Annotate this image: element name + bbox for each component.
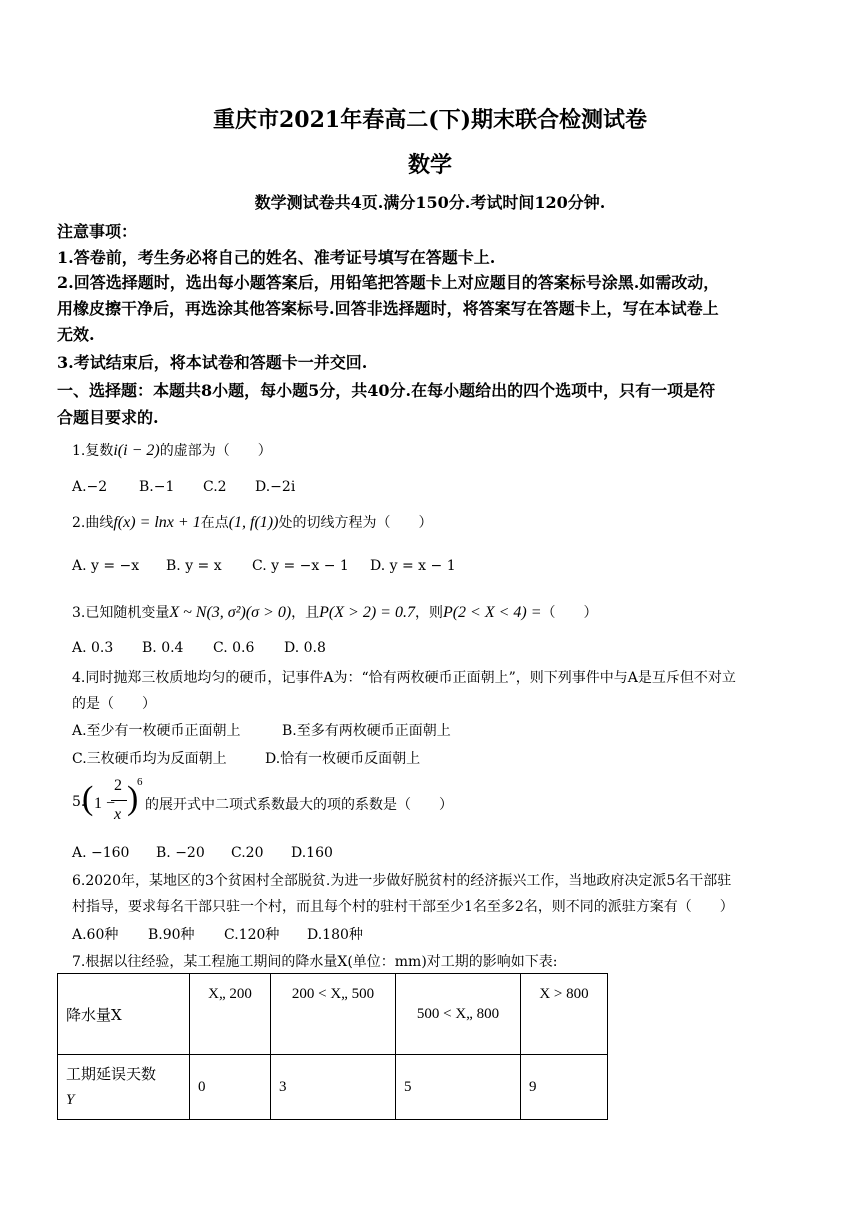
q3-option-b: B. 0.4: [142, 640, 184, 656]
q5-base: 1 −: [94, 795, 116, 812]
q1-option-b: B.−1: [139, 479, 175, 495]
question-4-line1: 4.同时抛郑三枚质地均匀的硬币，记事件A为：“恰有两枚硬币正面朝上”，则下列事件中与A是互斥但不对立: [72, 670, 736, 686]
q1-suffix: 的虚部为（ ）: [159, 443, 272, 459]
table-row-label: [58, 1055, 190, 1120]
question-3: [72, 602, 598, 622]
q5-left-paren: (: [82, 780, 94, 817]
q3-mid2: ，则: [414, 605, 443, 621]
table-header-row: [58, 974, 608, 1055]
q2-mid: 在点: [200, 515, 229, 531]
q3-given: P(X > 2) = 0.7: [319, 604, 415, 621]
note-2-line2: 用橡皮擦干净后，再选涂其他答案标号.回答非选择题时，将答案写在答题卡上，写在本试卷上: [57, 299, 719, 318]
q2-function: f(x) = lnx + 1: [113, 514, 201, 531]
q3-mid1: ，且: [291, 605, 320, 621]
q5-option-d: D.160: [291, 845, 333, 861]
q6-option-b: B.90种: [148, 927, 195, 943]
exam-info: 数学测试卷共4页.满分150分.考试时间120分钟.: [254, 193, 606, 212]
q5-fraction-bar: [111, 800, 127, 801]
table-cell-2: 3: [271, 1055, 396, 1120]
table-cell-4: 9: [521, 1055, 608, 1120]
table-header-label: 降水量X: [58, 974, 190, 1055]
q5-denominator: x: [114, 806, 122, 823]
table-header-range-4: X > 800: [521, 974, 608, 1055]
table-row-label-var: Y: [66, 1092, 75, 1108]
q2-point: (1, f(1)): [228, 514, 279, 531]
q4-option-d: D.恰有一枚硬币反面朝上: [265, 751, 421, 767]
q1-expression: i(i − 2): [113, 442, 160, 459]
q1-prefix: 1.复数: [72, 443, 114, 459]
q2-option-a: A. y = −x: [72, 558, 140, 574]
subject-title: 数学: [407, 152, 452, 178]
section-heading-line2: 合题目要求的.: [57, 408, 159, 427]
exam-title: 重庆市2021年春高二(下)期末联合检测试卷: [212, 107, 648, 133]
note-1: 1.答卷前，考生务必将自己的姓名、准考证号填写在答题卡上.: [57, 248, 496, 267]
q5-numerator: 2: [114, 777, 122, 794]
q3-option-d: D. 0.8: [284, 640, 326, 656]
precipitation-delay-table: [57, 973, 608, 1120]
table-cell-1: 0: [190, 1055, 271, 1120]
q3-suffix: （ ）: [541, 605, 598, 621]
question-2: [72, 512, 432, 532]
section-heading-line1: 一、选择题：本题共8小题，每小题5分，共40分.在每小题给出的四个选项中，只有一项是符: [57, 381, 716, 400]
table-header-range-1: X„ 200: [190, 974, 271, 1055]
q4-option-b: B.至多有两枚硬币正面朝上: [282, 723, 451, 739]
q1-option-c: C.2: [203, 479, 227, 495]
question-1: [72, 440, 272, 460]
q3-option-a: A. 0.3: [72, 640, 114, 656]
q4-option-a: A.至少有一枚硬币正面朝上: [72, 723, 241, 739]
question-7: 7.根据以往经验，某工程施工期间的降水量X(单位：mm)对工期的影响如下表:: [72, 954, 558, 970]
q6-option-d: D.180种: [307, 927, 363, 943]
q5-option-b: B. −20: [156, 845, 205, 861]
table-cell-3: 5: [396, 1055, 521, 1120]
table-header-range-2: 200 < X„ 500: [271, 974, 396, 1055]
table-row: [58, 1055, 608, 1120]
q2-option-c: C. y = −x − 1: [252, 558, 349, 574]
q5-suffix: 的展开式中二项式系数最大的项的系数是（ ）: [145, 797, 453, 813]
q6-option-a: A.60种: [72, 927, 119, 943]
q2-option-b: B. y = x: [166, 558, 222, 574]
q2-suffix: 处的切线方程为（ ）: [278, 515, 433, 531]
question-6-line2: 村指导，要求每名干部只驻一个村，而且每个村的驻村干部至少1名至多2名，则不同的派驻方案有（ ）: [72, 899, 734, 915]
table-header-range-3: 500 < X„ 800: [396, 974, 521, 1055]
q6-option-c: C.120种: [224, 927, 280, 943]
q2-option-d: D. y = x − 1: [370, 558, 456, 574]
q5-option-c: C.20: [231, 845, 264, 861]
q5-right-paren: ): [127, 780, 139, 817]
q3-option-c: C. 0.6: [213, 640, 255, 656]
question-6-line1: 6.2020年，某地区的3个贫困村全部脱贫.为进一步做好脱贫村的经济振兴工作，当地政府决定派5名干部驻: [72, 873, 732, 889]
note-2-line1: 2.回答选择题时，选出每小题答案后，用铅笔把答题卡上对应题目的答案标号涂黑.如需改动，: [57, 273, 720, 292]
question-4-line2: 的是（ ）: [72, 696, 156, 712]
note-2-line3: 无效.: [57, 325, 95, 344]
q5-prefix: 5.: [72, 794, 86, 810]
q3-distribution: X ~ N(3, σ²)(σ > 0): [169, 604, 292, 621]
q4-option-c: C.三枚硬币均为反面朝上: [72, 751, 227, 767]
q1-option-d: D.−2i: [255, 479, 296, 495]
q5-option-a: A. −160: [72, 845, 130, 861]
q5-exponent: 6: [137, 776, 143, 788]
q2-prefix: 2.曲线: [72, 515, 114, 531]
note-3: 3.考试结束后，将本试卷和答题卡一并交回.: [57, 353, 368, 372]
q1-option-a: A.−2: [72, 479, 108, 495]
table-row-label-text: 工期延误天数: [66, 1065, 157, 1083]
notes-heading: 注意事项：: [57, 222, 138, 241]
q3-ask: P(2 < X < 4) =: [442, 604, 542, 621]
q3-prefix: 3.已知随机变量: [72, 605, 170, 621]
